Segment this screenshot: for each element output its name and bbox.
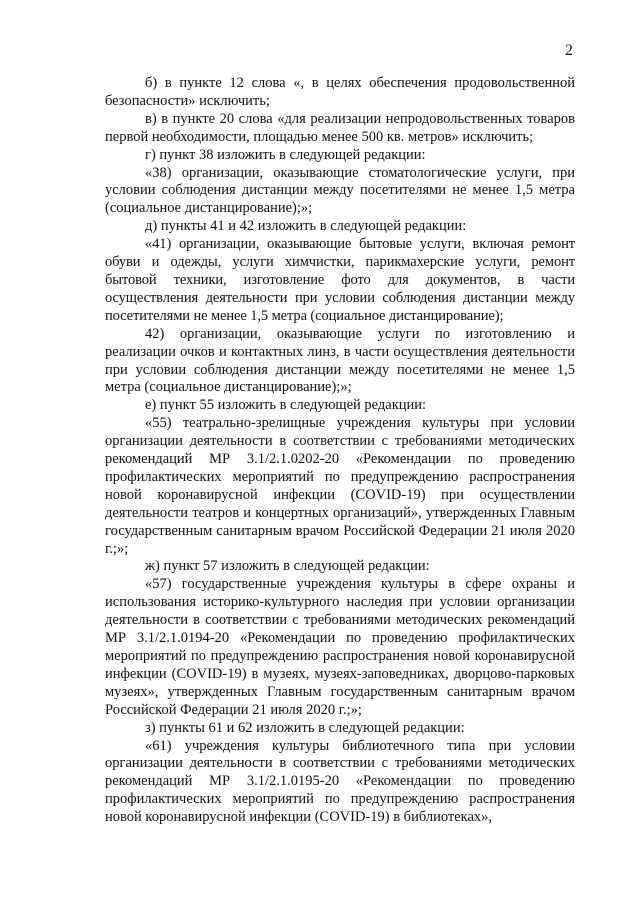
paragraph-item-g: г) пункт 38 изложить в следующей редакции: [145, 146, 426, 163]
paragraph-item-d: д) пункты 41 и 42 изложить в следующей редакции: [145, 218, 467, 235]
paragraph-item-zh: ж) пункт 57 изложить в следующей редакции: [145, 558, 430, 575]
paragraph-point-41: «41) организации, оказывающие бытовые услуги, включая ремонт обуви и одежды, услуги химчистки, парикмахерские услуги, ремонт бытовой техники, изготовление фото для документов, в части осуществления деятельности при условии соблюдения дистанции между посетителями не менее 1,5 метра (социальное дистанцирование); [105, 236, 575, 324]
paragraph-point-42: 42) организации, оказывающие услуги по изготовлению и реализации очков и контактных линз, в части осуществления деятельности при условии соблюдения дистанции между посетителями не менее 1,5 метра (социальное дистанцирование);»; [105, 325, 575, 396]
paragraph-item-e: е) пункт 55 изложить в следующей редакции: [145, 397, 427, 414]
paragraph-point-61: «61) учреждения культуры библиотечного типа при условии организации деятельности в соответствии с требованиями методических рекомендаций МР 3.1/2.1.0195-20 «Рекомендации по проведению профилактических мероприятий по предупреждению распространения новой коронавирусной инфекции (COVID-19) в библиотеках», [105, 737, 575, 826]
paragraph-item-z: з) пункты 61 и 62 изложить в следующей редакции: [145, 719, 465, 736]
paragraph-point-38: «38) организации, оказывающие стоматологические услуги, при условии соблюдения дистанции между посетителями не менее 1,5 метра (социальное дистанцирование);»; [105, 164, 575, 217]
paragraph-point-55: «55) театрально-зрелищные учреждения культуры при условии организации деятельности в соответствии с требованиями методических рекомендаций МР 3.1/2.1.0202-20 «Рекомендации по проведению профилактических мероприятий по предупреждению распространения новой коронавирусной инфекции (COVID-19) при осуществлении деятельности театров и концертных организаций», утвержденных Главным государственным санитарным врачом Российской Федерации 21 июля 2020 г.;»; [105, 415, 575, 557]
paragraph-item-v: в) в пункте 20 слова «для реализации непродовольственных товаров первой необходимости, площадью менее 500 кв. метров» исключить; [105, 110, 575, 145]
paragraph-item-b: б) в пункте 12 слова «, в целях обеспечения продовольственной безопасности» исключить; [105, 75, 575, 109]
paragraph-point-57: «57) государственные учреждения культуры в сфере охраны и использования историко-культурного наследия при условии организации деятельности в соответствии с требованиями методических рекомендаций МР 3.1/2.1.0194-20 «Рекомендации по проведению профилактических мероприятий по предупреждению распространения новой коронавирусной инфекции (COVID-19) в музеях, музеях-заповедниках, дворцово-парковых музеях», утвержденных Главным государственным санитарным врачом Российской Федерации 21 июля 2020 г.;»; [105, 576, 575, 718]
page-number: 2 [565, 42, 573, 59]
document-body [105, 75, 575, 827]
